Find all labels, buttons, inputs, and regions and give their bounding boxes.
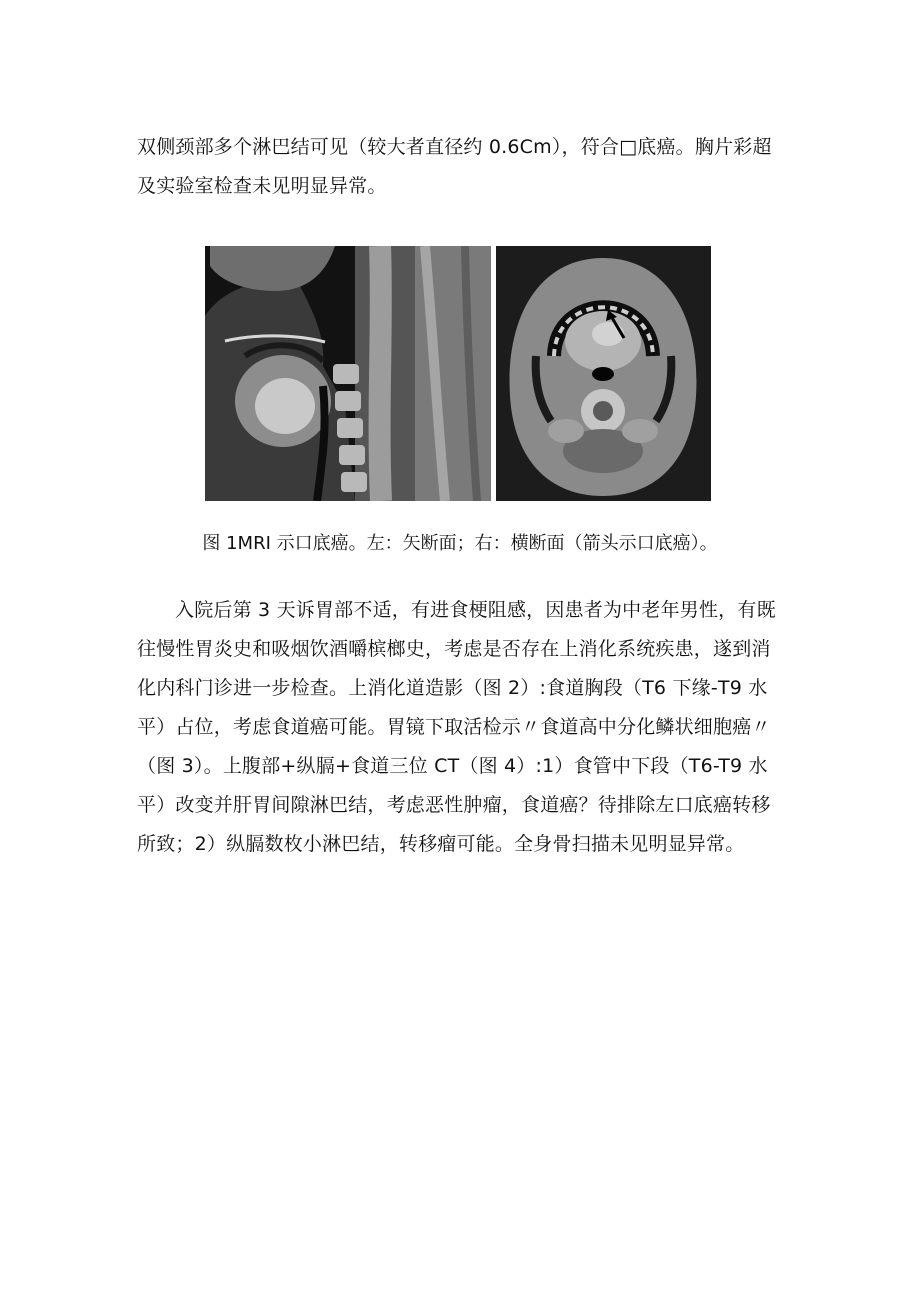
paragraph-clinical-course: 入院后第 3 天诉胃部不适，有进食梗阻感，因患者为中老年男性，有既往慢性胃炎史和吸烟饮酒嚼槟榔史，考虑是否存在上消化系统疾患，遂到消化内科门诊进一步检查。上消化道造影（图 2）:食道胸段（T6 下缘-T9 水平）占位，考虑食道癌可能。胃镜下取活检示〃食道高中分化鳞状细胞癌〃（图 3）。上腹部+纵膈+食道三位 CT（图 4）:1）食管中下段（T6-T9 水平）改变并肝胃间隙淋巴结，考虑恶性肿瘤，食道癌？待排除左口底癌转移所致；2）纵膈数枚小淋巴结，转移瘤可能。全身骨扫描未见明显异常。 [137,599,776,855]
sagittal-mri-image [205,246,491,501]
figure-caption: 图 1MRI 示口底癌。左：矢断面；右：横断面（箭头示口底癌）。 [202,533,718,554]
axial-mri-image [496,246,711,501]
paragraph-intro: 双侧颈部多个淋巴结可见（较大者直径约 0.6Cm），符合□底癌。胸片彩超及实验室检查未见明显异常。 [137,136,772,197]
